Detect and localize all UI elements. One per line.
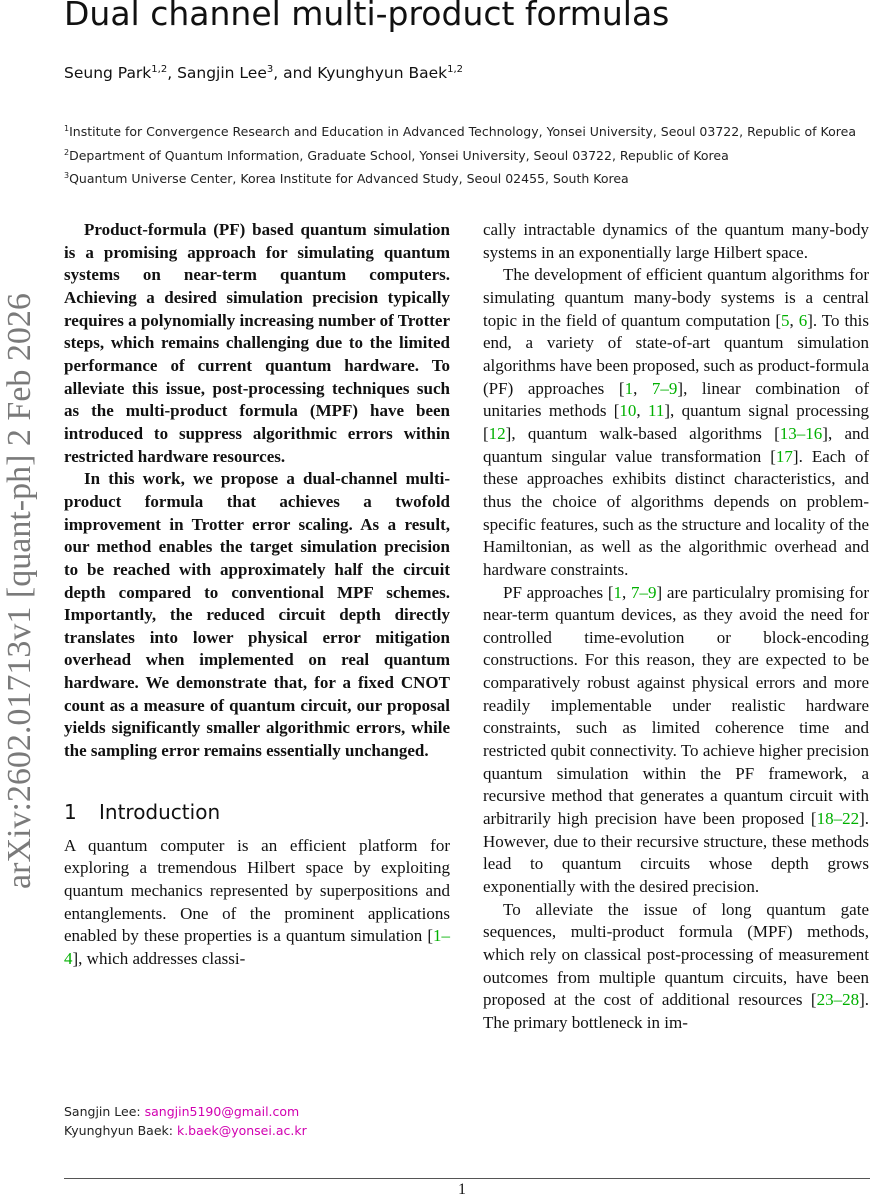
citation-link[interactable]: 23–28 — [816, 990, 860, 1010]
affiliation-2 — [64, 148, 729, 163]
affiliation-mark: 1 — [64, 124, 70, 133]
author-name: Sangjin Lee — [177, 64, 267, 82]
footnote-contact — [64, 1121, 307, 1140]
citation-link[interactable]: 6 — [798, 310, 808, 330]
citation-link[interactable]: 10 — [619, 401, 637, 421]
affiliation-mark: 3 — [64, 171, 70, 180]
intro-continuation-paragraph: cally intractable dynamics of the quantum many-body systems in an exponentially large Hilbert space. — [483, 220, 869, 262]
affiliation-3 — [64, 171, 629, 186]
footnote-contact — [64, 1102, 307, 1121]
citation-link[interactable]: 18–22 — [816, 809, 860, 829]
section-number: 1 — [64, 799, 77, 824]
citation-link[interactable]: 1 — [613, 582, 623, 602]
citation-link[interactable]: 7–9 — [651, 378, 678, 398]
intro-paragraph-pf: PF approaches [1, 7–9] are particulalry promising for near-term quantum devices, as they avoid the need for controlled time-evolution or block-encoding constructions. For this reason, they are expected to be comparatively robust against physical errors and more readily implementable under realistic hardware constraints, such as limited coherence time and restricted qubit connectivity. To achieve higher precision quantum simulation within the PF framework, a recursive method that generates a quantum circuit with arbitrarily high precision have been proposed [18–22]. However, due to their recursive structure, these methods lead to quantum circuits whose depth grows exponentially with the desired precision. — [483, 582, 870, 897]
affiliation-mark: 2 — [64, 148, 70, 157]
right-column — [483, 219, 869, 1035]
intro-paragraph-mpf: To alleviate the issue of long quantum gate sequences, multi-product formula (MPF) methods, which rely on classical post-processing of measurement outcomes from multiple quantum circuits, have been proposed at the cost of additional resources [23–28]. The primary bottleneck in im- — [483, 899, 869, 1032]
abstract-paragraph-1: Product-formula (PF) based quantum simulation is a promising approach for simulating quantum systems on near-term quantum computers. Achieving a desired simulation precision typically requires a polynomially increasing number of Trotter steps, which remains challenging due to the limited performance of current quantum hardware. To alleviate this issue, post-processing techniques such as the multi-product formula (MPF) have been introduced to suppress algorithmic errors within restricted hardware resources. — [64, 220, 450, 466]
footnote-name: Sangjin Lee: — [64, 1104, 141, 1119]
email-link[interactable]: k.baek@yonsei.ac.kr — [176, 1123, 307, 1138]
affiliation-1 — [64, 124, 856, 139]
author-name: Kyunghyun Baek — [317, 64, 448, 82]
abstract-paragraph-2: In this work, we propose a dual-channel multi-product formula that achieves a twofold improvement in Trotter error scaling. As a result, our method enables the target simulation precision to be reached with approximately half the circuit depth compared to conventional MPF schemes. Importantly, the reduced circuit depth directly translates into lower physical error mitigation overhead when implemented on real quantum hardware. We demonstrate that, for a fixed CNOT count as a measure of quantum circuit, our proposal yields significantly smaller algorithmic errors, while the sampling error remains essentially unchanged. — [64, 469, 450, 761]
citation-link[interactable]: 1 — [624, 378, 634, 398]
author-affiliation-mark: 3 — [266, 64, 274, 75]
citation-link[interactable]: 5 — [781, 310, 790, 330]
citation-link[interactable]: 12 — [488, 423, 506, 443]
citation-link[interactable]: 7–9 — [631, 582, 657, 602]
left-column — [64, 219, 450, 971]
author-affiliation-mark: 1,2 — [151, 64, 168, 75]
affiliation-text: Institute for Convergence Research and Education in Advanced Technology, Yonsei University, Seoul 03722, Republic of Korea — [69, 124, 856, 139]
affiliation-text: Department of Quantum Information, Graduate School, Yonsei University, Seoul 03722, Republic of Korea — [69, 148, 729, 163]
intro-paragraph-algorithms: The development of efficient quantum algorithms for simulating quantum many-body systems is a central topic in the field of quantum computation [5, 6]. To this end, a variety of state-of-art quantum simulation algorithms have been proposed, such as product-formula (PF) approaches [1, 7–9], linear combination of unitaries methods [10, 11], quantum signal processing [12], quantum walk-based algorithms [13–16], and quantum singular value transformation [17]. Each of these approaches exhibits distinct characteristics, and thus the choice of algorithms depends on problem-specific features, such as the structure and locality of the Hamiltonian, as well as the algorithmic overhead and hardware constraints. — [483, 265, 870, 579]
citation-link[interactable]: 17 — [775, 446, 793, 466]
footnote-name: Kyunghyun Baek: — [64, 1123, 173, 1138]
citation-link[interactable]: 13–16 — [779, 423, 823, 443]
arxiv-identifier-text: arXiv:2602.01713v1 [quant-ph] 2 Feb 2026 — [1, 293, 38, 889]
page-number: 1 — [458, 1181, 466, 1198]
author-separator: , and — [273, 64, 318, 82]
citation-link[interactable]: 1–4 — [64, 926, 450, 969]
intro-paragraph: A quantum computer is an efficient platform for exploring a tremendous Hilbert space by exploiting quantum mechanics represented by superpositions and entanglements. One of the prominent applications enabled by these properties is a quantum simulation [1–4], which addresses classi- — [64, 835, 450, 969]
affiliation-text: Quantum Universe Center, Korea Institute for Advanced Study, Seoul 02455, South Korea — [69, 171, 629, 186]
email-link[interactable]: sangjin5190@gmail.com — [144, 1104, 300, 1119]
section-title: Introduction — [99, 799, 221, 824]
citation-link[interactable]: 11 — [647, 401, 665, 421]
author-separator: , — [167, 64, 178, 82]
footnotes — [64, 1102, 307, 1140]
paper-title: Dual channel multi-product formulas — [64, 0, 670, 33]
arxiv-identifier-stamp — [0, 286, 40, 896]
author-name: Seung Park — [64, 64, 152, 82]
author-affiliation-mark: 1,2 — [447, 64, 464, 75]
section-heading — [64, 799, 450, 825]
author-list — [64, 64, 463, 82]
page-divider — [64, 1178, 870, 1179]
